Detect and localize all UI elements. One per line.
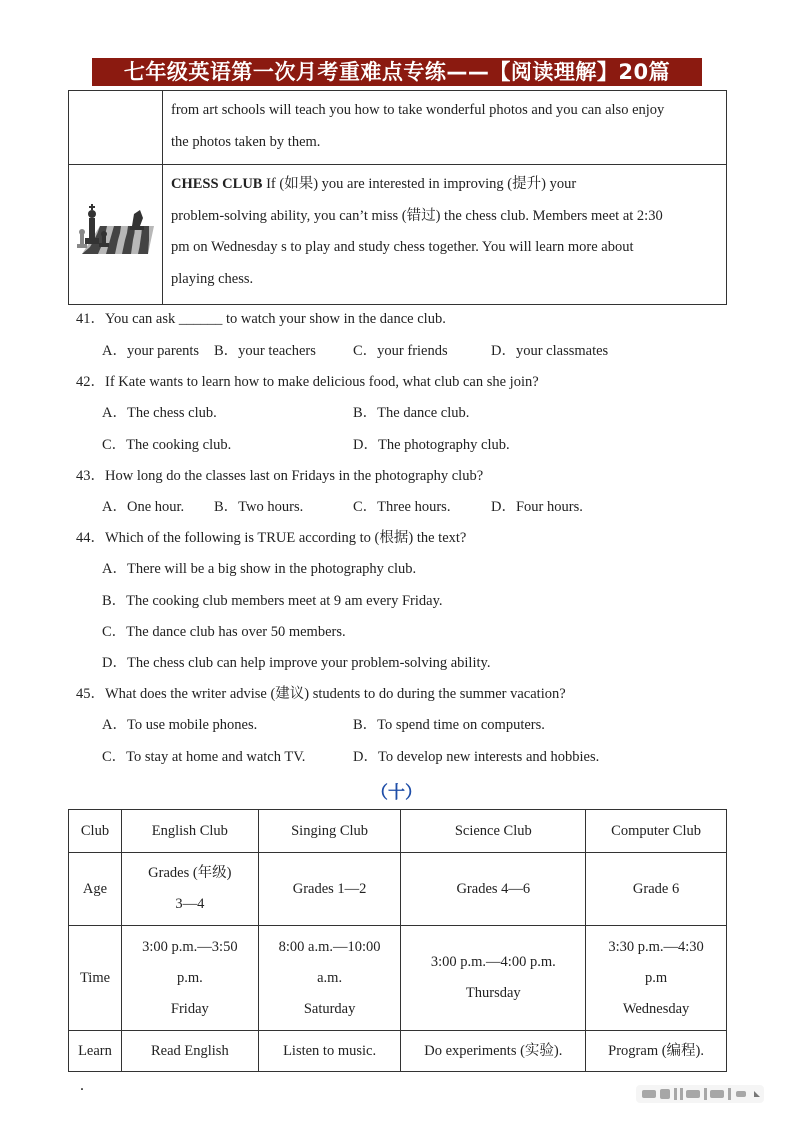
option-43-c: C．Three hours.: [353, 499, 451, 515]
table-cell: Learn: [69, 1031, 122, 1072]
schedule-header-row: [69, 810, 727, 853]
table-cell: 3:00 p.m.—3:50 p.m. Friday: [121, 926, 258, 1031]
photography-club-row: [69, 91, 727, 165]
option-43-d: D．Four hours.: [491, 499, 583, 515]
option-45-a: A．To use mobile phones.: [102, 717, 258, 733]
chess-club-heading: CHESS CLUB: [171, 176, 263, 192]
table-cell: Program (编程).: [586, 1031, 727, 1072]
option-44-d: D．The chess club can help improve your problem-solving ability.: [102, 655, 491, 671]
header-cell: Computer Club: [586, 810, 727, 853]
chess-image-cell: [69, 165, 163, 305]
question-42: 42．If Kate wants to learn how to make delicious food, what club can she join?: [76, 374, 539, 390]
table-cell: 3:00 p.m.—4:00 p.m. Thursday: [401, 926, 586, 1031]
option-41-a: A．your parents: [102, 343, 200, 359]
image-cell-empty: [69, 91, 163, 165]
option-41-b: B．your teachers: [214, 343, 316, 359]
option-41-d: D．your classmates: [491, 343, 609, 359]
option-45-c: C．To stay at home and watch TV.: [102, 749, 306, 765]
option-43-a: A．One hour.: [102, 499, 185, 515]
text-line: from art schools will teach you how to take wonderful photos and you can also enjoy: [171, 102, 665, 118]
option-44-c: C．The dance club has over 50 members.: [102, 624, 346, 640]
text-line: playing chess.: [171, 270, 254, 287]
table-cell: Grades 4—6: [401, 853, 586, 926]
option-45-b: B．To spend time on computers.: [353, 717, 545, 733]
header-cell: Singing Club: [258, 810, 401, 853]
chess-board-icon: [70, 166, 161, 298]
question-41: 41．You can ask ______ to watch your show in the dance club.: [76, 311, 446, 327]
header-cell: Club: [69, 810, 122, 853]
schedule-table: [68, 809, 727, 1072]
table-cell: Age: [69, 853, 122, 926]
chess-club-row: [69, 165, 727, 305]
option-45-d: D．To develop new interests and hobbies.: [353, 749, 600, 765]
page-title-banner: 七年级英语第一次月考重难点专练——【阅读理解】20篇: [92, 58, 702, 86]
option-42-a: A．The chess club.: [102, 405, 217, 421]
question-45: 45．What does the writer advise (建议) students to do during the summer vacation?: [76, 686, 566, 702]
option-41-c: C．your friends: [353, 343, 448, 359]
option-44-a: A．There will be a big show in the photography club.: [102, 561, 417, 577]
table-cell: Grades (年级) 3—4: [121, 853, 258, 926]
photography-club-text: [163, 91, 727, 165]
table-cell: Grades 1—2: [258, 853, 401, 926]
table-cell: Grade 6: [586, 853, 727, 926]
question-43: 43．How long do the classes last on Fridays in the photography club?: [76, 468, 484, 484]
text-line: pm on Wednesday s to play and study chess together. You will learn more about: [171, 239, 634, 255]
option-43-b: B．Two hours.: [214, 499, 304, 515]
option-42-b: B．The dance club.: [353, 405, 470, 421]
header-cell: Science Club: [401, 810, 586, 853]
schedule-age-row: [69, 853, 727, 926]
section-title: （十）: [371, 783, 422, 803]
question-44: 44．Which of the following is TRUE according to (根据) the text?: [76, 530, 467, 546]
option-44-b: B．The cooking club members meet at 9 am every Friday.: [102, 593, 443, 609]
option-42-d: D．The photography club.: [353, 437, 510, 453]
text-line: problem-solving ability, you can’t miss (错过) the chess club. Members meet at 2:30: [171, 207, 663, 224]
chess-club-text: [163, 165, 727, 305]
schedule-learn-row: [69, 1031, 727, 1072]
header-cell: English Club: [121, 810, 258, 853]
table-cell: Listen to music.: [258, 1031, 401, 1072]
schedule-time-row: [69, 926, 727, 1031]
table-cell: 8:00 a.m.—10:00 a.m. Saturday: [258, 926, 401, 1031]
text-line: the photos taken by them.: [171, 133, 321, 150]
table-cell: Read English: [121, 1031, 258, 1072]
table-cell: Do experiments (实验).: [401, 1031, 586, 1072]
text-line: If (如果) you are interested in improving (提升) your: [266, 176, 577, 192]
footer-dot: .: [80, 1077, 84, 1094]
table-cell: 3:30 p.m.—4:30 p.m Wednesday: [586, 926, 727, 1031]
clubs-table: [68, 90, 727, 305]
option-42-c: C．The cooking club.: [102, 437, 232, 453]
watermark-icon: [636, 1083, 776, 1105]
table-cell: Time: [69, 926, 122, 1031]
